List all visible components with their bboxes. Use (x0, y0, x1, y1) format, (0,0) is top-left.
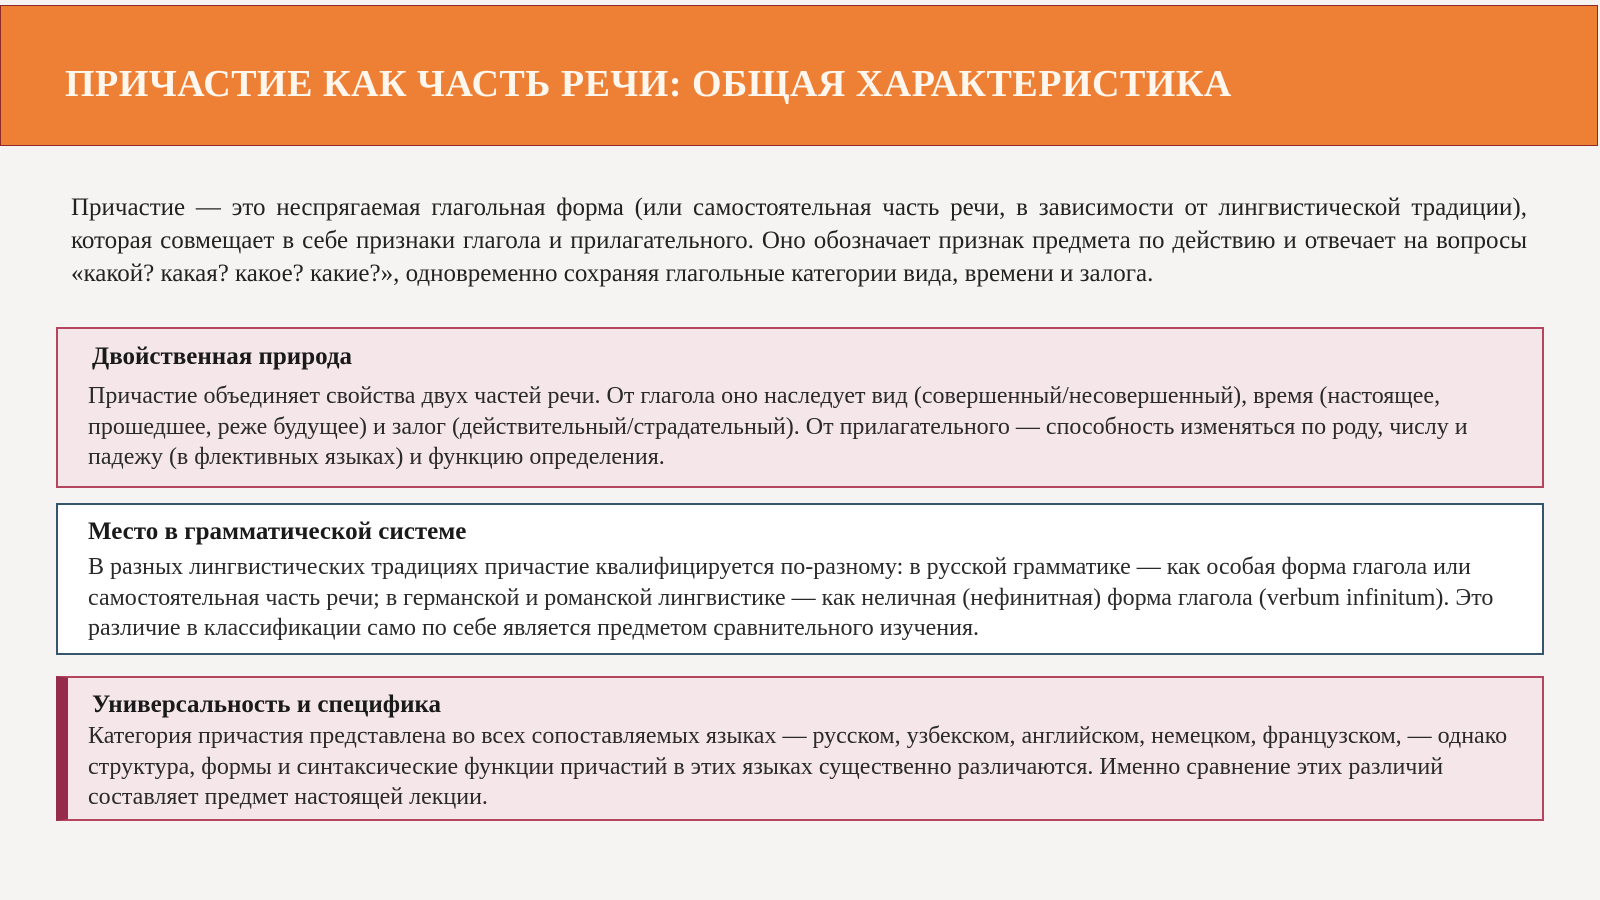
card-body: Категория причастия представлена во всех сопоставляемых языках — русском, узбекском, английском, немецком, французском, — однако структура, формы и синтаксические функции причастий в этих языках существенно различаются. Именно сравнение этих различий составляет предмет настоящей лекции. (88, 723, 1508, 810)
card-body: В разных лингвистических традициях причастие квалифицируется по-разному: в русской грамматике — как особая форма глагола или самостоятельная часть речи; в германской и романской лингвистике — как неличная (нефинитная) форма глагола (verbum infinitum). Это различие в классификации само по себе является предметом сравнительного изучения. (88, 554, 1494, 641)
card-grammar-place (56, 503, 1544, 655)
card-title: Универсальность и специфика (92, 691, 442, 718)
card-title: Двойственная природа (92, 343, 353, 370)
card-body: Причастие объединяет свойства двух частей речи. От глагола оно наследует вид (совершенный/несовершенный), время (настоящее, прошедшее, реже будущее) и залог (действительный/страдательный). От прилагательного — способность изменяться по роду, числу и падежу (в флективных языках) и функцию определения. (88, 383, 1468, 470)
intro-paragraph: Причастие — это неспрягаемая глагольная форма (или самостоятельная часть речи, в зависимости от лингвистической традиции), которая совмещает в себе признаки глагола и прилагательного. Оно обозначает признак предмета по действию и отвечает на вопросы «какой? какая? какое? какие?», одновременно сохраняя глагольные категории вида, времени и залога. (71, 194, 1527, 287)
card-universality (56, 676, 1544, 821)
card-title: Место в грамматической системе (88, 518, 467, 545)
slide-title: ПРИЧАСТИЕ КАК ЧАСТЬ РЕЧИ: ОБЩАЯ ХАРАКТЕРИСТИКА (65, 63, 1232, 105)
card-dual-nature (56, 327, 1544, 488)
slide-header (0, 5, 1598, 146)
